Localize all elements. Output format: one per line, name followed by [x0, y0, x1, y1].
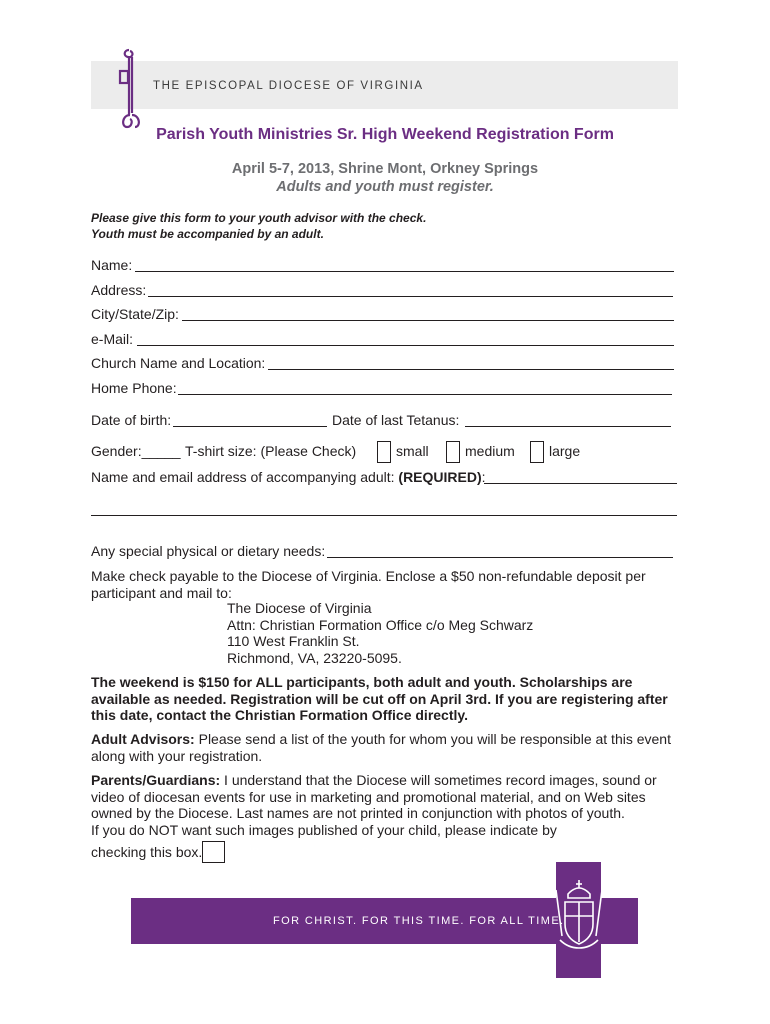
payment-line: participant and mail to: — [91, 584, 232, 601]
city-state-zip-field[interactable] — [182, 320, 674, 321]
address-line: The Diocese of Virginia — [227, 600, 372, 616]
size-medium-label: medium — [465, 443, 515, 459]
address-line: Richmond, VA, 23220-5095. — [227, 649, 402, 666]
parents-text: I understand that the Diocese will sometimes record images, sound or — [220, 772, 657, 788]
city-state-zip-label: City/State/Zip: — [91, 306, 179, 322]
photo-opt-out-checkbox[interactable] — [202, 841, 225, 863]
adult-advisors — [91, 731, 691, 764]
parents-label: Parents/Guardians: — [91, 772, 221, 788]
home-phone-field[interactable] — [178, 394, 672, 395]
diocese-seal-icon — [548, 876, 610, 956]
dob-label: Date of birth: — [91, 412, 172, 428]
parents-text: If you do NOT want such images published of your child, please indicate by — [91, 821, 557, 838]
tshirt-small-checkbox[interactable] — [377, 441, 391, 463]
parents-text: owned by the Diocese. Last names are not printed in conjunction with photos of youth. — [91, 805, 625, 821]
tshirt-medium-checkbox[interactable] — [446, 441, 460, 463]
form-title: Parish Youth Ministries Sr. High Weekend Registration Form — [156, 126, 614, 143]
name-label: Name: — [91, 257, 133, 273]
address-field[interactable] — [148, 296, 673, 297]
church-label: Church Name and Location: — [91, 355, 266, 371]
event-date: April 5-7, 2013, Shrine Mont, Orkney Springs — [231, 161, 539, 177]
church-field[interactable] — [268, 369, 674, 370]
payment-line: Make check payable to the Diocese of Virginia. Enclose a $50 non-refundable deposit per — [91, 568, 646, 584]
adult-field-continued[interactable] — [91, 515, 677, 516]
instruction-note: Please give this form to your youth advisor with the check. — [91, 211, 427, 225]
parents-text: video of diocesan events for use in marketing and promotional material, and on Web sites — [91, 788, 646, 805]
advisors-label: Adult Advisors: — [91, 731, 195, 747]
tshirt-label: T-shirt size: (Please Check) — [185, 443, 357, 459]
address-line: Attn: Christian Formation Office c/o Meg Schwarz — [227, 616, 534, 633]
gender-field[interactable]: Gender:_____ — [91, 443, 181, 459]
weekend-cost — [91, 674, 691, 724]
name-field[interactable] — [135, 271, 674, 272]
size-large-label: large — [549, 443, 581, 459]
key-icon — [114, 45, 144, 130]
needs-label: Any special physical or dietary needs: — [91, 543, 326, 559]
advisors-text: Please send a list of the youth for whom you will be responsible at this event — [194, 731, 671, 747]
organization-name: THE EPISCOPAL DIOCESE OF VIRGINIA — [153, 80, 424, 92]
email-label: e-Mail: — [91, 331, 134, 347]
required-flag: (REQUIRED) — [398, 469, 482, 485]
needs-field[interactable] — [327, 557, 673, 558]
advisors-text: along with your registration. — [91, 747, 263, 764]
registration-notice: Adults and youth must register. — [276, 179, 494, 195]
adult-field[interactable] — [484, 483, 677, 484]
footer-tagline: FOR CHRIST. FOR THIS TIME. FOR ALL TIME. — [273, 915, 565, 927]
tshirt-large-checkbox[interactable] — [530, 441, 544, 463]
adult-colon: : — [481, 469, 486, 485]
tetanus-field[interactable] — [465, 426, 671, 427]
adult-label-text: Name and email address of accompanying adult: — [91, 469, 395, 485]
tetanus-label: Date of last Tetanus: — [332, 412, 460, 428]
weekend-line: available as needed. Registration will be cut off on April 3rd. If you are registering after — [91, 690, 668, 707]
weekend-line: The weekend is $150 for ALL participants, both adult and youth. Scholarships are — [91, 674, 633, 690]
size-small-label: small — [396, 443, 429, 459]
home-phone-label: Home Phone: — [91, 380, 177, 396]
address-label: Address: — [91, 282, 147, 298]
adult-label — [91, 469, 486, 485]
payment-instructions — [91, 568, 691, 601]
weekend-line: this date, contact the Christian Formation Office directly. — [91, 707, 469, 723]
mailing-address — [227, 600, 533, 666]
dob-field[interactable] — [173, 426, 327, 427]
email-field[interactable] — [137, 345, 674, 346]
instruction-note: Youth must be accompanied by an adult. — [91, 227, 324, 241]
parents-consent — [91, 772, 691, 838]
opt-out-label: checking this box. — [91, 844, 203, 860]
address-line: 110 West Franklin St. — [227, 633, 360, 649]
